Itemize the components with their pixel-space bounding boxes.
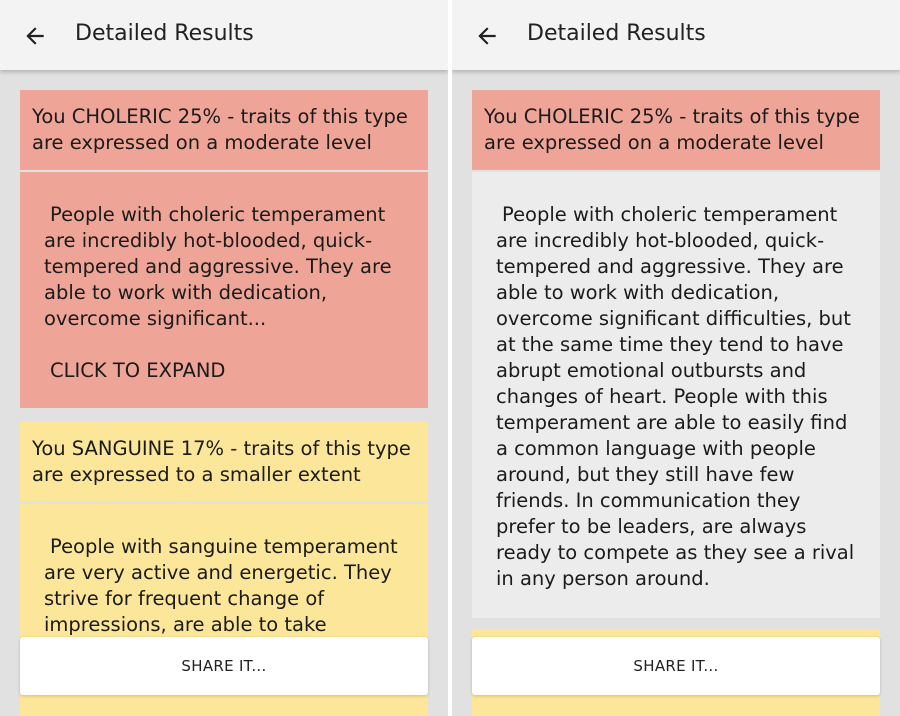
screen-collapsed xyxy=(0,0,448,716)
arrow-left-icon xyxy=(474,23,500,49)
choleric-result-header xyxy=(20,90,428,170)
choleric-result-header xyxy=(472,90,880,170)
app-bar xyxy=(452,0,900,70)
page-title: Detailed Results xyxy=(75,21,254,46)
choleric-header-text: You CHOLERIC 25% - traits of this type are expressed on a moderate level xyxy=(32,105,408,154)
sanguine-header-text: You SANGUINE 17% - traits of this type are expressed to a smaller extent xyxy=(32,437,411,486)
share-button[interactable]: SHARE IT... xyxy=(20,637,428,695)
share-button[interactable]: SHARE IT... xyxy=(472,637,880,695)
page-title: Detailed Results xyxy=(527,21,706,46)
choleric-header-text: You CHOLERIC 25% - traits of this type are expressed on a moderate level xyxy=(484,105,860,154)
back-button[interactable] xyxy=(22,23,48,49)
choleric-description-text: People with choleric temperament are incredibly hot-blooded, quick-tempered and aggressive. They are able to work with dedication, overcome significant... xyxy=(44,203,392,330)
expand-link[interactable]: CLICK TO EXPAND xyxy=(50,359,226,382)
back-button[interactable] xyxy=(474,23,500,49)
choleric-description-text: People with choleric temperament are incredibly hot-blooded, quick-tempered and aggressive. They are able to work with dedication, overcome significant difficulties, but at the same time they tend to have abrupt emotional outbursts and changes of heart. People with this temperament are able to easily find a common language with people around, but they still have few friends. In communication they prefer to be leaders, are always ready to compete as they see a rival in any person around. xyxy=(496,203,855,590)
choleric-description-card[interactable] xyxy=(20,172,428,408)
sanguine-result-header xyxy=(20,422,428,502)
choleric-description-card-expanded[interactable] xyxy=(472,172,880,618)
arrow-left-icon xyxy=(22,23,48,49)
sanguine-description-text: People with sanguine temperament are very active and energetic. They strive for frequent change of impressions, are able to take xyxy=(44,535,398,636)
app-bar xyxy=(0,0,448,70)
screen-expanded xyxy=(452,0,900,716)
